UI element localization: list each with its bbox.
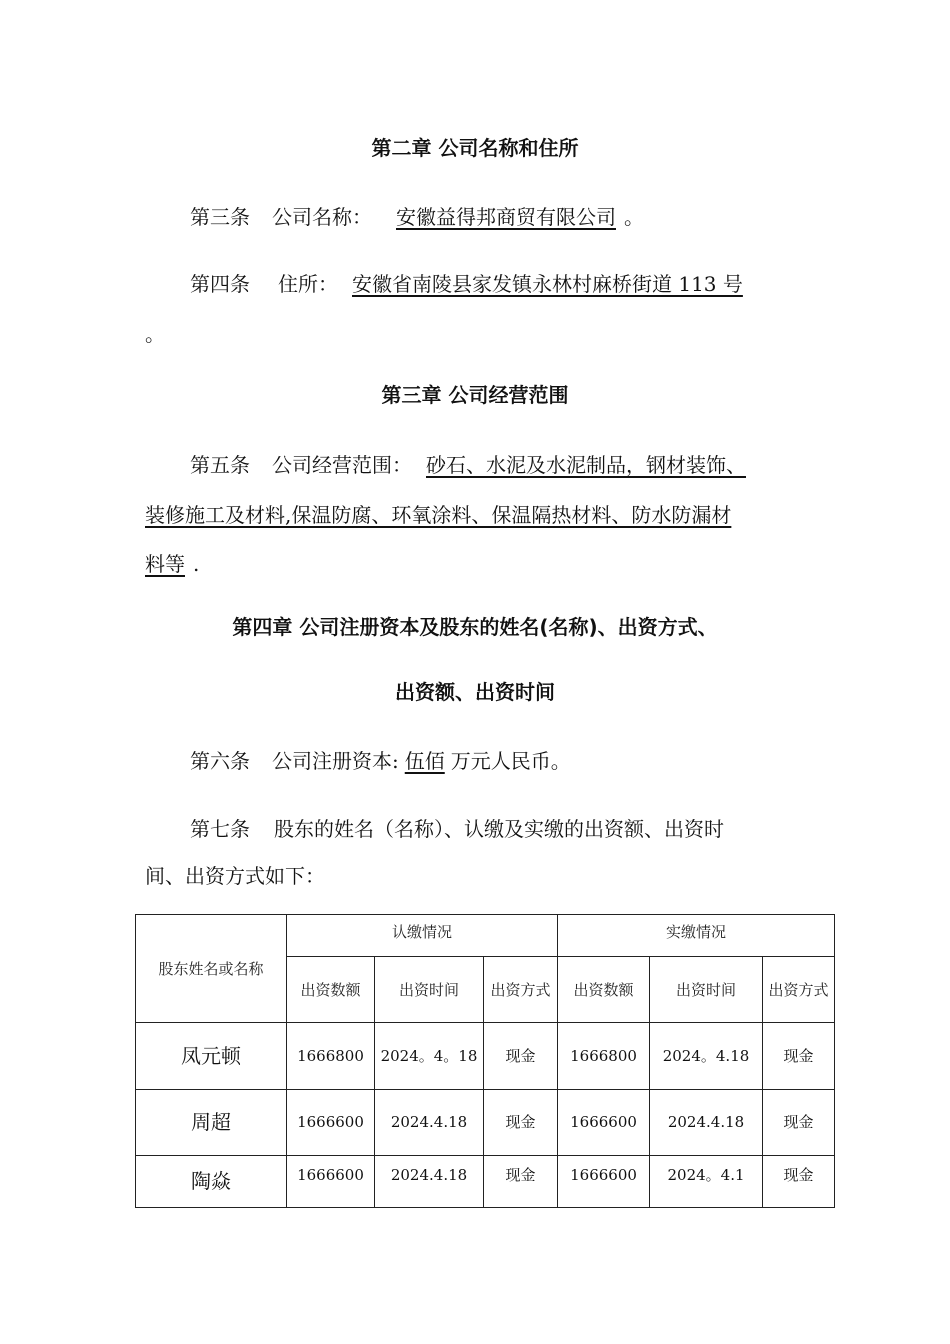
address-value: 安徽省南陵县家发镇永林村麻桥街道 113 号 [352, 272, 743, 296]
business-scope-line-2: 装修施工及材料,保温防腐、环氧涂料、保温隔热材料、防水防漏材 [145, 503, 732, 527]
article-4-end: 。 [145, 322, 165, 346]
article-7-label: 第七条 [190, 817, 250, 841]
header-subscribed: 认缴情况 [287, 915, 558, 957]
paid-amount: 1666600 [558, 1089, 650, 1155]
table-row [136, 1023, 835, 1089]
header-paid-method: 出资方式 [763, 957, 835, 1023]
chapter-2-title: 第二章 公司名称和住所 [371, 136, 579, 160]
shareholder-name: 周超 [136, 1089, 287, 1155]
chapter-4-title-line-1: 第四章 公司注册资本及股东的姓名(名称)、出资方式、 [232, 615, 718, 639]
header-sub-time: 出资时间 [375, 957, 484, 1023]
article-3-label: 第三条 [190, 205, 250, 229]
company-name-value: 安徽益得邦商贸有限公司 [396, 205, 616, 229]
article-3 [145, 203, 807, 231]
article-6-end: 万元人民币。 [450, 749, 571, 773]
article-6-field: 公司注册资本: [272, 749, 399, 773]
paid-time: 2024。4.18 [650, 1023, 763, 1089]
article-7-text-1: 股东的姓名（名称）、认缴及实缴的出资额、出资时 [274, 817, 724, 841]
header-sub-method: 出资方式 [484, 957, 558, 1023]
article-5-label: 第五条 [190, 453, 250, 477]
shareholder-name: 凤元顿 [136, 1023, 287, 1089]
sub-method: 现金 [484, 1155, 558, 1207]
article-6-label: 第六条 [190, 749, 250, 773]
paid-method: 现金 [763, 1089, 835, 1155]
article-5-line-1 [145, 451, 807, 479]
header-shareholder-name: 股东姓名或名称 [136, 915, 287, 1023]
sub-method: 现金 [484, 1089, 558, 1155]
sub-method: 现金 [484, 1023, 558, 1089]
article-3-field: 公司名称： [272, 205, 372, 229]
article-4-field: 住所： [278, 272, 338, 296]
article-5-field: 公司经营范围： [272, 453, 412, 477]
chapter-3-title: 第三章 公司经营范围 [381, 383, 569, 407]
sub-time: 2024。4。18 [375, 1023, 484, 1089]
article-3-end: 。 [624, 205, 644, 229]
header-paid-time: 出资时间 [650, 957, 763, 1023]
table-row [136, 1155, 835, 1207]
header-paid-amount: 出资数额 [558, 957, 650, 1023]
table-row [136, 1089, 835, 1155]
sub-amount: 1666600 [287, 1089, 375, 1155]
sub-time: 2024.4.18 [375, 1089, 484, 1155]
article-5-line-2 [145, 501, 807, 529]
article-6 [145, 747, 807, 775]
paid-amount: 1666800 [558, 1023, 650, 1089]
paid-method: 现金 [763, 1155, 835, 1207]
table-header-row-1 [136, 915, 835, 957]
article-5-end: . [193, 552, 200, 576]
article-4 [145, 270, 807, 298]
business-scope-line-3: 料等 [145, 552, 185, 576]
paid-time: 2024。4.1 [650, 1155, 763, 1207]
article-7-line-2: 间、出资方式如下： [145, 864, 325, 888]
registered-capital-value: 伍佰 [404, 749, 445, 773]
sub-time: 2024.4.18 [375, 1155, 484, 1207]
paid-time: 2024.4.18 [650, 1089, 763, 1155]
shareholder-name: 陶焱 [136, 1155, 287, 1207]
paid-amount: 1666600 [558, 1155, 650, 1207]
header-paid: 实缴情况 [558, 915, 835, 957]
chapter-4-title-line-2: 出资额、出资时间 [395, 680, 555, 704]
shareholder-table [135, 914, 835, 1208]
sub-amount: 1666600 [287, 1155, 375, 1207]
article-4-label: 第四条 [190, 272, 250, 296]
paid-method: 现金 [763, 1023, 835, 1089]
article-5-line-3 [145, 550, 807, 578]
business-scope-line-1: 砂石、水泥及水泥制品，钢材装饰、 [426, 453, 746, 477]
sub-amount: 1666800 [287, 1023, 375, 1089]
article-7-line-1 [145, 815, 807, 843]
header-sub-amount: 出资数额 [287, 957, 375, 1023]
